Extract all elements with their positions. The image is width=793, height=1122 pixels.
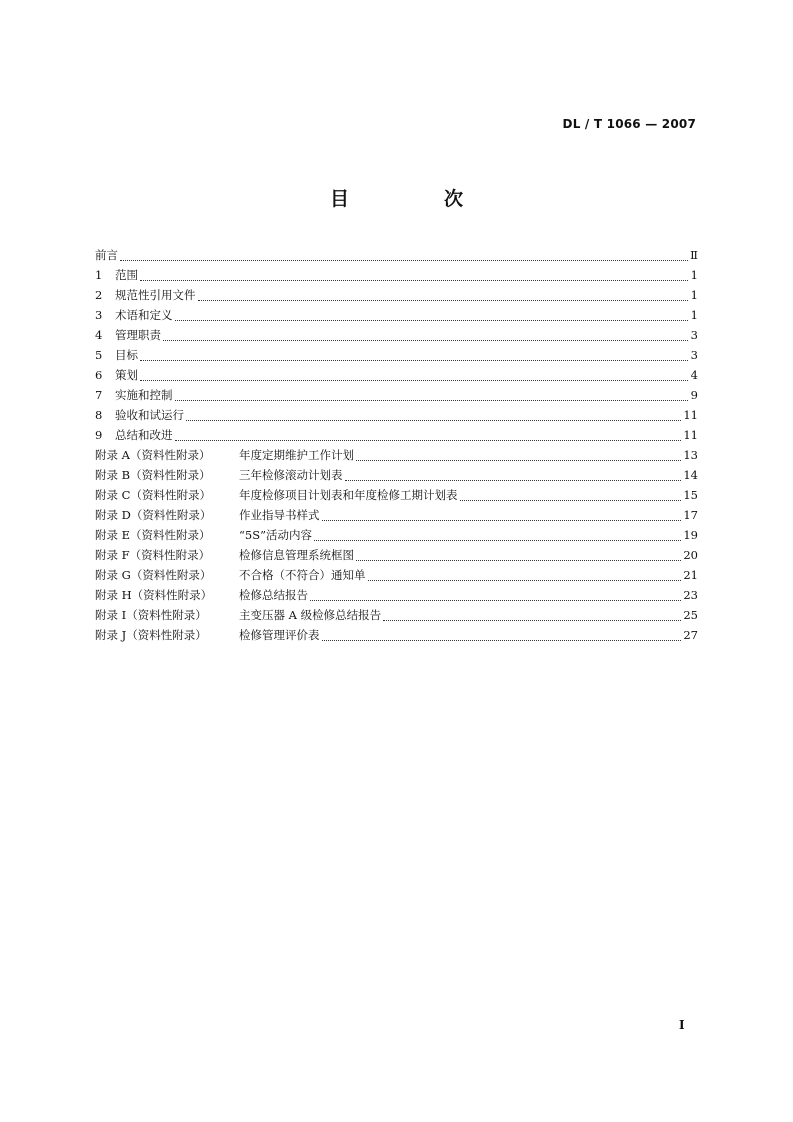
toc-entry-page: 23 [683, 588, 698, 602]
toc-dot-leader [322, 519, 682, 521]
toc-entry-number: 8 [95, 408, 103, 422]
toc-entry-page: Ⅱ [690, 248, 698, 262]
toc-entry-page: 1 [690, 288, 698, 302]
toc-dot-leader [322, 639, 682, 641]
toc-entry-page: 4 [690, 368, 698, 382]
toc-entry[interactable] [95, 605, 698, 625]
toc-entry-title: 检修管理评价表 [239, 628, 320, 642]
toc-dot-leader [383, 619, 681, 621]
toc-entry-appendix-label: 附录 J（资料性附录） [95, 628, 207, 642]
toc-entry-title: 管理职责 [115, 328, 161, 342]
toc-entry[interactable] [95, 465, 698, 485]
toc-entry-title: 作业指导书样式 [239, 508, 320, 522]
toc-entry[interactable] [95, 625, 698, 645]
toc-dot-leader [175, 439, 682, 441]
toc-entry-number: 1 [95, 268, 103, 282]
toc-entry-number: 3 [95, 308, 103, 322]
toc-entry[interactable] [95, 565, 698, 585]
toc-entry-title: 策划 [115, 368, 138, 382]
toc-entry-page: 25 [683, 608, 698, 622]
toc-entry[interactable] [95, 245, 698, 265]
toc-entry-number: 6 [95, 368, 103, 382]
standard-code: DL / T 1066 — 2007 [562, 117, 696, 131]
toc-entry-page: 15 [683, 488, 698, 502]
toc-entry[interactable] [95, 345, 698, 365]
toc-dot-leader [175, 319, 689, 321]
toc-entry-appendix-label: 附录 E（资料性附录） [95, 528, 211, 542]
toc-dot-leader [140, 379, 688, 381]
toc-entry-appendix-label: 附录 H（资料性附录） [95, 588, 213, 602]
toc-entry-title: 目标 [115, 348, 138, 362]
toc-entry-page: 20 [683, 548, 698, 562]
toc-entry-appendix-label: 附录 G（资料性附录） [95, 568, 212, 582]
toc-entry-title: 检修总结报告 [239, 588, 308, 602]
toc-entry-title: 三年检修滚动计划表 [239, 468, 343, 482]
toc-entry-title: 不合格（不符合）通知单 [239, 568, 366, 582]
toc-entry-page: 14 [683, 468, 698, 482]
toc-entry-title: 主变压器 A 级检修总结报告 [239, 608, 382, 622]
toc-entry-title: 规范性引用文件 [115, 288, 196, 302]
toc-entry-title: 实施和控制 [115, 388, 173, 402]
toc-entry-page: 13 [683, 448, 698, 462]
toc-entry[interactable] [95, 485, 698, 505]
toc-dot-leader [140, 279, 688, 281]
toc-dot-leader [186, 419, 681, 421]
toc-entry-title: 检修信息管理系统框图 [239, 548, 354, 562]
toc-entry[interactable] [95, 525, 698, 545]
page-number: I [679, 1018, 685, 1032]
toc-entry-page: 1 [690, 308, 698, 322]
toc-dot-leader [120, 259, 688, 261]
toc-entry-number: 4 [95, 328, 103, 342]
toc-dot-leader [368, 579, 682, 581]
toc-entry-page: 9 [690, 388, 698, 402]
toc-entry-page: 3 [690, 328, 698, 342]
toc-dot-leader [356, 459, 681, 461]
toc-dot-leader [175, 399, 689, 401]
toc-entry[interactable] [95, 585, 698, 605]
toc-entry-appendix-label: 附录 A（资料性附录） [95, 448, 211, 462]
toc-entry-title: 术语和定义 [115, 308, 173, 322]
toc-entry-page: 3 [690, 348, 698, 362]
toc-entry-appendix-label: 附录 C（资料性附录） [95, 488, 211, 502]
toc-entry-title: 前言 [95, 248, 118, 262]
toc-entry-title: 年度检修项目计划表和年度检修工期计划表 [239, 488, 458, 502]
toc-entry-title: 验收和试运行 [115, 408, 184, 422]
toc-entry[interactable] [95, 305, 698, 325]
toc-dot-leader [314, 539, 681, 541]
toc-entry-page: 19 [683, 528, 698, 542]
toc-entry-title: 年度定期维护工作计划 [239, 448, 354, 462]
toc-dot-leader [140, 359, 688, 361]
toc-entry[interactable] [95, 385, 698, 405]
toc-entry-number: 7 [95, 388, 103, 402]
toc-entry[interactable] [95, 285, 698, 305]
toc-dot-leader [198, 299, 689, 301]
toc-entry[interactable] [95, 405, 698, 425]
toc-entry[interactable] [95, 325, 698, 345]
toc-entry-title: 范围 [115, 268, 138, 282]
toc-dot-leader [356, 559, 681, 561]
toc-entry[interactable] [95, 545, 698, 565]
toc-entry-page: 1 [690, 268, 698, 282]
toc-entry-appendix-label: 附录 F（资料性附录） [95, 548, 211, 562]
page-title: 目 次 [329, 188, 501, 210]
toc-dot-leader [460, 499, 682, 501]
toc-entry-page: 21 [683, 568, 698, 582]
toc-entry-appendix-label: 附录 B（资料性附录） [95, 468, 211, 482]
toc-dot-leader [310, 599, 681, 601]
toc-entry-number: 2 [95, 288, 103, 302]
table-of-contents [95, 245, 698, 645]
toc-entry-number: 5 [95, 348, 103, 362]
toc-dot-leader [345, 479, 682, 481]
toc-entry-title: 总结和改进 [115, 428, 173, 442]
toc-entry[interactable] [95, 265, 698, 285]
toc-entry-appendix-label: 附录 D（资料性附录） [95, 508, 212, 522]
toc-entry-page: 27 [683, 628, 698, 642]
toc-entry-page: 11 [683, 408, 698, 422]
toc-entry[interactable] [95, 505, 698, 525]
toc-entry-title: “5S”活动内容 [239, 528, 312, 542]
toc-dot-leader [163, 339, 688, 341]
toc-entry[interactable] [95, 365, 698, 385]
toc-entry-page: 11 [683, 428, 698, 442]
toc-entry-number: 9 [95, 428, 103, 442]
toc-entry[interactable] [95, 445, 698, 465]
toc-entry-page: 17 [683, 508, 698, 522]
toc-entry-appendix-label: 附录 I（资料性附录） [95, 608, 207, 622]
toc-entry[interactable] [95, 425, 698, 445]
